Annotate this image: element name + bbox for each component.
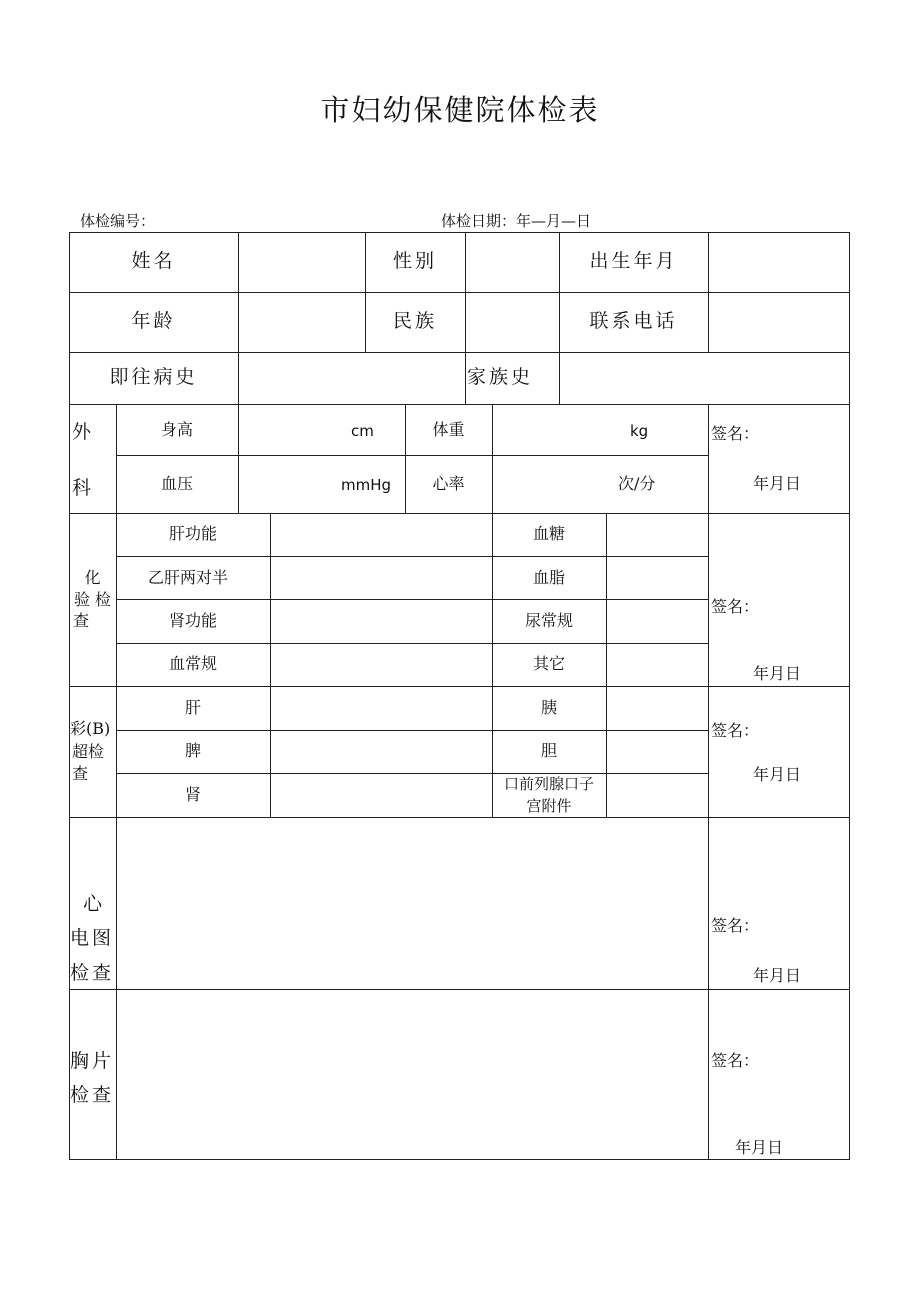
liver-function-label: 肝功能	[168, 524, 217, 543]
ultrasound-liver-label: 肝	[184, 698, 201, 717]
lab-section-label-3: 查	[73, 611, 90, 630]
ethnicity-label: 民族	[392, 310, 437, 332]
ecg-section-label-2: 电图	[70, 927, 115, 949]
heart-rate-label: 心率	[432, 474, 465, 493]
hbv-label: 乙肝两对半	[148, 568, 229, 587]
surgery-date-label: 年月日	[753, 474, 802, 493]
blood-lipid-label: 血脂	[532, 568, 565, 587]
exam-date-label: 体检日期：年—月—日	[441, 212, 592, 230]
ultrasound-prostate-label: 口前列腺口子	[503, 775, 594, 793]
height-unit: cm	[351, 422, 374, 440]
ultrasound-section-label-1: 彩(B)	[70, 719, 111, 738]
lab-sign-label: 签名：	[711, 597, 760, 616]
weight-unit: kg	[630, 422, 649, 440]
ultrasound-pancreas-label: 胰	[540, 698, 557, 717]
xray-section-label-1: 胸片	[70, 1050, 115, 1072]
surgery-section-label-1: 外	[72, 421, 95, 443]
lab-section-label-1: 化	[84, 568, 101, 587]
lab-date-label: 年月日	[753, 664, 802, 683]
exam-form-table	[69, 232, 850, 1160]
blood-sugar-label: 血糖	[532, 524, 565, 543]
phone-label: 联系电话	[589, 310, 678, 332]
ultrasound-sign-label: 签名：	[711, 721, 760, 740]
other-label: 其它	[532, 654, 565, 673]
ultrasound-uterus-adnexa-label: 宫附件	[526, 797, 572, 815]
weight-label: 体重	[432, 420, 465, 439]
blood-pressure-unit: mmHg	[341, 476, 392, 494]
surgery-sign-label: 签名：	[711, 424, 760, 443]
gender-label: 性别	[392, 250, 437, 272]
past-history-label: 即往病史	[109, 366, 198, 388]
ecg-section-label-3: 检查	[70, 962, 115, 984]
family-history-label: 家族史	[467, 366, 534, 388]
ultrasound-kidney-label: 肾	[184, 785, 201, 804]
xray-section-label-2: 检查	[70, 1084, 115, 1106]
name-label: 姓名	[131, 250, 176, 272]
urine-routine-label: 尿常规	[524, 611, 573, 630]
blood-routine-label: 血常规	[168, 654, 217, 673]
blood-pressure-label: 血压	[160, 474, 193, 493]
ultrasound-section-label-3: 查	[72, 764, 89, 783]
ultrasound-gallbladder-label: 胆	[540, 741, 557, 760]
kidney-function-label: 肾功能	[168, 611, 217, 630]
ecg-sign-label: 签名：	[711, 916, 760, 935]
height-label: 身高	[160, 420, 193, 439]
ultrasound-section-label-2: 超检	[72, 742, 105, 761]
age-label: 年龄	[131, 310, 176, 332]
ultrasound-spleen-label: 脾	[184, 741, 201, 760]
ecg-date-label: 年月日	[753, 966, 802, 985]
birth-label: 出生年月	[589, 250, 678, 272]
xray-sign-label: 签名：	[711, 1051, 760, 1070]
form-title: 市妇幼保健院体检表	[320, 93, 600, 127]
ecg-section-label-1: 心	[83, 893, 106, 915]
lab-section-label-2: 验 检	[73, 590, 112, 609]
exam-number-label: 体检编号：	[80, 212, 156, 230]
surgery-section-label-2: 科	[72, 477, 95, 499]
ultrasound-date-label: 年月日	[753, 765, 802, 784]
xray-date-label: 年月日	[735, 1138, 784, 1157]
heart-rate-unit: 次/分	[618, 474, 656, 493]
